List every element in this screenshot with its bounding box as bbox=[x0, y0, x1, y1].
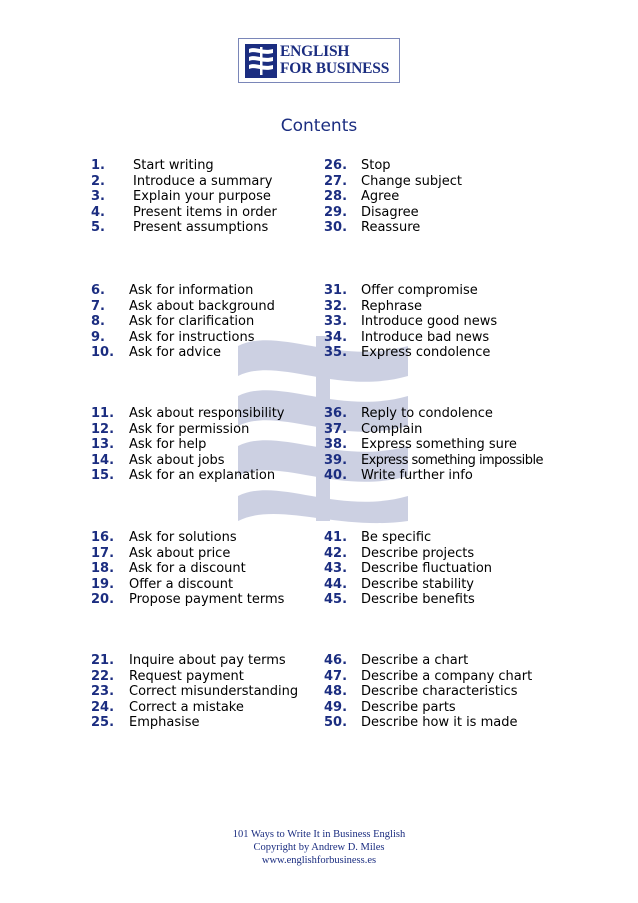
item-number: 49. bbox=[324, 699, 348, 715]
item-label: Correct a mistake bbox=[129, 699, 244, 715]
item-number: 21. bbox=[91, 653, 115, 668]
item-label: Complain bbox=[361, 421, 423, 437]
item-number: 42. bbox=[324, 545, 348, 561]
item-number: 43. bbox=[324, 561, 348, 577]
item-label: Ask about responsibility bbox=[129, 406, 285, 421]
item-label: Describe a company chart bbox=[361, 668, 533, 684]
item-label: Introduce bad news bbox=[361, 329, 490, 345]
item-number: 24. bbox=[91, 699, 115, 715]
item-number: 5. bbox=[91, 220, 105, 236]
item-label: Rephrase bbox=[361, 298, 423, 314]
item-number: 1. bbox=[91, 158, 105, 173]
item-label: Describe a chart bbox=[361, 653, 469, 668]
item-label: Express something sure bbox=[361, 437, 517, 453]
item-label: Start writing bbox=[133, 158, 214, 173]
item-number: 2. bbox=[91, 173, 105, 189]
item-number: 3. bbox=[91, 189, 105, 205]
item-number: 39. bbox=[324, 452, 348, 468]
item-label: Ask for a discount bbox=[129, 561, 246, 577]
item-number: 44. bbox=[324, 576, 348, 592]
item-number: 41. bbox=[324, 530, 348, 545]
item-label: Ask about jobs bbox=[129, 452, 225, 468]
item-label: Express condolence bbox=[361, 345, 491, 361]
item-number: 10. bbox=[91, 345, 115, 361]
item-number: 15. bbox=[91, 468, 115, 484]
item-label: Emphasise bbox=[129, 715, 200, 731]
item-number: 38. bbox=[324, 437, 348, 453]
item-number: 31. bbox=[324, 283, 348, 298]
item-number: 50. bbox=[324, 715, 348, 731]
item-number: 23. bbox=[91, 684, 115, 700]
item-label: Present assumptions bbox=[133, 220, 269, 236]
item-label: Describe how it is made bbox=[361, 715, 518, 731]
item-number: 30. bbox=[324, 220, 348, 236]
item-label: Ask for clarification bbox=[129, 314, 255, 330]
item-number: 48. bbox=[324, 684, 348, 700]
item-number: 40. bbox=[324, 468, 348, 484]
item-label: Write further info bbox=[361, 468, 473, 484]
item-label: Ask for advice bbox=[129, 345, 222, 361]
item-number: 33. bbox=[324, 314, 348, 330]
item-label: Change subject bbox=[361, 173, 463, 189]
item-label: Stop bbox=[361, 158, 391, 173]
item-number: 28. bbox=[324, 189, 348, 205]
item-number: 6. bbox=[91, 283, 105, 298]
item-number: 16. bbox=[91, 530, 115, 545]
item-number: 4. bbox=[91, 204, 105, 220]
item-label: Ask for instructions bbox=[129, 329, 255, 345]
item-label: Explain your purpose bbox=[133, 189, 271, 205]
item-label: Reassure bbox=[361, 220, 421, 236]
item-label: Reply to condolence bbox=[361, 406, 493, 421]
item-label: Inquire about pay terms bbox=[129, 653, 286, 668]
logo-line-2: FOR BUSINESS bbox=[280, 60, 390, 77]
item-label: Ask for an explanation bbox=[129, 468, 276, 484]
item-number: 20. bbox=[91, 592, 115, 608]
footer-book-title: 101 Ways to Write It in Business English bbox=[232, 829, 406, 840]
item-label: Offer a discount bbox=[129, 576, 234, 592]
item-number: 29. bbox=[324, 204, 348, 220]
item-label: Offer compromise bbox=[361, 283, 478, 298]
logo-line-1: ENGLISH bbox=[280, 43, 350, 60]
item-number: 45. bbox=[324, 592, 348, 608]
item-number: 47. bbox=[324, 668, 348, 684]
item-label: Ask for permission bbox=[129, 421, 250, 437]
item-label: Describe parts bbox=[361, 699, 456, 715]
item-label: Be specific bbox=[361, 530, 432, 545]
item-label: Introduce good news bbox=[361, 314, 498, 330]
item-number: 26. bbox=[324, 158, 348, 173]
item-label: Describe projects bbox=[361, 545, 475, 561]
eb-monogram-icon bbox=[245, 44, 277, 78]
item-number: 11. bbox=[91, 406, 115, 421]
item-number: 7. bbox=[91, 298, 105, 314]
item-number: 25. bbox=[91, 715, 115, 731]
item-number: 46. bbox=[324, 653, 348, 668]
page-title: Contents bbox=[280, 116, 358, 136]
item-number: 18. bbox=[91, 561, 115, 577]
item-label: Ask for help bbox=[129, 437, 207, 453]
footer-copyright: Copyright by Andrew D. Miles bbox=[253, 842, 385, 853]
footer bbox=[0, 828, 638, 867]
item-number: 17. bbox=[91, 545, 115, 561]
item-number: 13. bbox=[91, 437, 115, 453]
item-label: Present items in order bbox=[133, 204, 277, 220]
item-number: 35. bbox=[324, 345, 348, 361]
item-number: 34. bbox=[324, 329, 348, 345]
item-label: Ask for information bbox=[129, 283, 254, 298]
logo bbox=[238, 38, 400, 83]
item-number: 9. bbox=[91, 329, 105, 345]
item-label: Ask about background bbox=[129, 298, 275, 314]
item-label: Agree bbox=[361, 189, 400, 205]
item-number: 19. bbox=[91, 576, 115, 592]
item-label: Ask for solutions bbox=[129, 530, 237, 545]
footer-website: www.englishforbusiness.es bbox=[261, 855, 377, 866]
item-number: 22. bbox=[91, 668, 115, 684]
item-label: Request payment bbox=[129, 668, 244, 684]
item-number: 12. bbox=[91, 421, 115, 437]
item-label: Disagree bbox=[361, 204, 419, 220]
item-label: Propose payment terms bbox=[129, 592, 285, 608]
item-label: Introduce a summary bbox=[133, 173, 273, 189]
item-label: Correct misunderstanding bbox=[129, 684, 299, 700]
item-label: Describe benefits bbox=[361, 592, 475, 608]
item-number: 27. bbox=[324, 173, 348, 189]
item-number: 36. bbox=[324, 406, 348, 421]
item-label: Ask about price bbox=[129, 545, 231, 561]
item-number: 14. bbox=[91, 452, 115, 468]
item-label: Express something impossible bbox=[361, 452, 543, 468]
item-label: Describe characteristics bbox=[361, 684, 518, 700]
item-number: 8. bbox=[91, 314, 105, 330]
item-number: 32. bbox=[324, 298, 348, 314]
item-label: Describe fluctuation bbox=[361, 561, 493, 577]
item-label: Describe stability bbox=[361, 576, 474, 592]
item-number: 37. bbox=[324, 421, 348, 437]
